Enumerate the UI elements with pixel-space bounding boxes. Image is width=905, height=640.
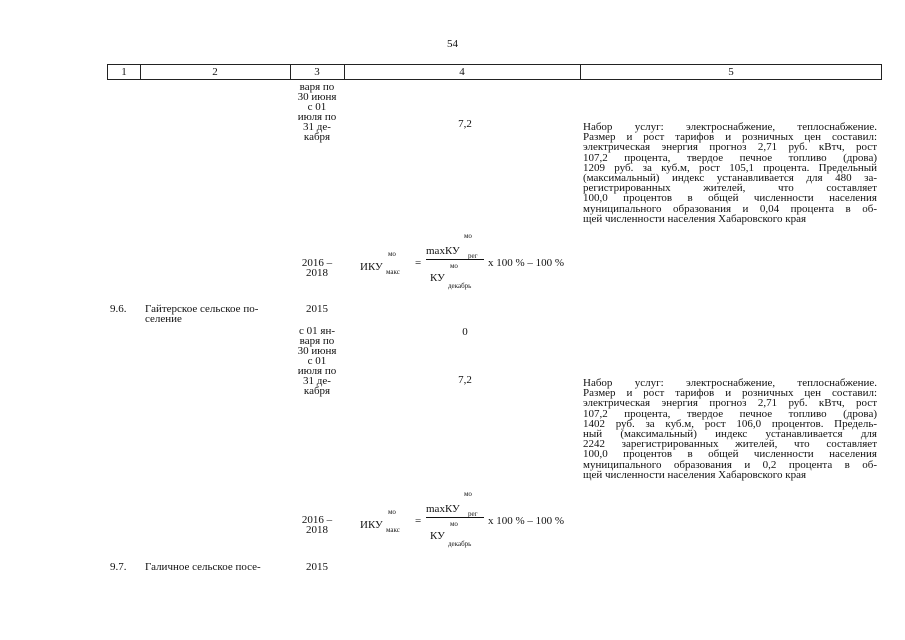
settlement-name — [145, 304, 285, 324]
formula-den-sub: декабрь — [448, 540, 472, 548]
period-line: с 01 — [307, 101, 327, 113]
period-line: кабря — [303, 385, 331, 397]
settlement-name: Галичное сельское посе- — [145, 561, 261, 573]
table-header-row — [107, 64, 882, 80]
description-line: муниципального образования и 0,2 процента в об- — [583, 458, 877, 471]
formula-denominator: КУ — [430, 272, 445, 284]
period-line: июля по — [297, 111, 337, 123]
index-value: 0 — [462, 326, 468, 338]
period-line: июля по — [297, 365, 337, 377]
fraction-line — [426, 517, 484, 518]
service-description — [583, 122, 877, 224]
period-line: с 01 ян- — [299, 325, 335, 337]
description-line: 1402 руб. за куб.м, рост 106,0 процентов. Предель- — [583, 417, 877, 430]
formula-lhs: ИКУ — [360, 261, 383, 273]
formula-den-sub: декабрь — [448, 282, 472, 290]
service-description — [583, 378, 877, 480]
period-line: 30 июня — [297, 91, 337, 103]
header-col-5: 5 — [728, 66, 734, 78]
formula-tail: x 100 % – 100 % — [488, 515, 565, 527]
index-formula — [360, 230, 580, 290]
years-line: 2016 – — [301, 257, 333, 269]
fraction-line — [426, 259, 484, 260]
year-cell: 2015 — [306, 303, 328, 315]
formula-numerator: maxКУ — [426, 245, 460, 257]
description-line: Размер и рост тарифов и розничных цен составил: — [583, 131, 877, 144]
description-line: Набор услуг: электроснабжение, теплоснабжение. — [583, 377, 877, 389]
row-number: 9.6. — [110, 303, 127, 315]
description-line: Набор услуг: электроснабжение, теплоснабжение. — [583, 121, 877, 133]
description-line: электрическая энергия прогноз 2,71 руб. кВтч, рост — [583, 397, 877, 410]
formula-num-sub: рег — [468, 510, 478, 518]
description-line: щей численности населения Хабаровского края — [583, 212, 807, 225]
name-line: Гайтерское сельское по- — [145, 303, 259, 315]
description-line: ный (максимальный) индекс устанавливается для — [583, 428, 877, 441]
period-cell — [290, 326, 344, 396]
description-line: (максимальный) индекс устанавливается для 480 за- — [583, 172, 877, 185]
period-line: кабря — [303, 131, 331, 143]
header-col-4: 4 — [459, 66, 465, 78]
formula-numerator: maxКУ — [426, 503, 460, 515]
years-line: 2016 – — [301, 514, 333, 526]
description-line: 1209 руб. за куб.м, рост 105,1 процента. Предельный — [583, 161, 877, 174]
formula-equals: = — [415, 515, 422, 527]
header-col-1: 1 — [121, 66, 127, 78]
description-line: 107,2 процента, твердое печное топливо (дрова) — [583, 151, 877, 164]
years-cell — [290, 515, 344, 535]
formula-lhs-sub: макс — [386, 268, 400, 276]
years-line: 2018 — [306, 267, 328, 279]
description-line: муниципального образования и 0,04 процента в об- — [583, 202, 877, 215]
period-line: 31 де- — [303, 375, 331, 387]
description-line: 2242 зарегистрированных жителей, что составляет — [583, 438, 877, 451]
formula-lhs-sup: мо — [388, 250, 396, 258]
description-line: 100,0 процентов в общей численности населения — [583, 192, 877, 205]
description-line: 100,0 процентов в общей численности населения — [583, 448, 877, 461]
period-line: 30 июня — [297, 345, 337, 357]
description-line: 107,2 процента, твердое печное топливо (дрова) — [583, 407, 877, 420]
row-number: 9.7. — [110, 561, 127, 573]
formula-num-sub: рег — [468, 252, 478, 260]
name-line: селение — [145, 313, 182, 325]
period-cell — [290, 82, 344, 142]
formula-denominator: КУ — [430, 530, 445, 542]
year-cell: 2015 — [306, 561, 328, 573]
period-line: 31 де- — [303, 121, 331, 133]
formula-den-sup: мо — [450, 520, 458, 528]
period-line: варя по — [299, 335, 335, 347]
formula-equals: = — [415, 257, 422, 269]
formula-lhs: ИКУ — [360, 519, 383, 531]
formula-tail: x 100 % – 100 % — [488, 257, 565, 269]
formula-den-sup: мо — [450, 262, 458, 270]
years-line: 2018 — [306, 524, 328, 536]
index-formula — [360, 488, 580, 548]
index-value: 7,2 — [458, 374, 472, 386]
period-line: варя по — [299, 81, 335, 93]
description-line: щей численности населения Хабаровского края — [583, 468, 807, 481]
header-col-3: 3 — [314, 66, 320, 78]
description-line: электрическая энергия прогноз 2,71 руб. кВтч, рост — [583, 141, 877, 154]
index-value: 7,2 — [458, 118, 472, 130]
formula-num-sup: мо — [464, 490, 472, 498]
description-line: Размер и рост тарифов и розничных цен составил: — [583, 387, 877, 400]
formula-lhs-sub: макс — [386, 526, 400, 534]
header-col-2: 2 — [212, 66, 218, 78]
years-cell — [290, 258, 344, 278]
description-line: регистрированных жителей, что составляет — [583, 182, 877, 195]
page-number: 54 — [447, 38, 458, 50]
formula-num-sup: мо — [464, 232, 472, 240]
formula-lhs-sup: мо — [388, 508, 396, 516]
period-line: с 01 — [307, 355, 327, 367]
